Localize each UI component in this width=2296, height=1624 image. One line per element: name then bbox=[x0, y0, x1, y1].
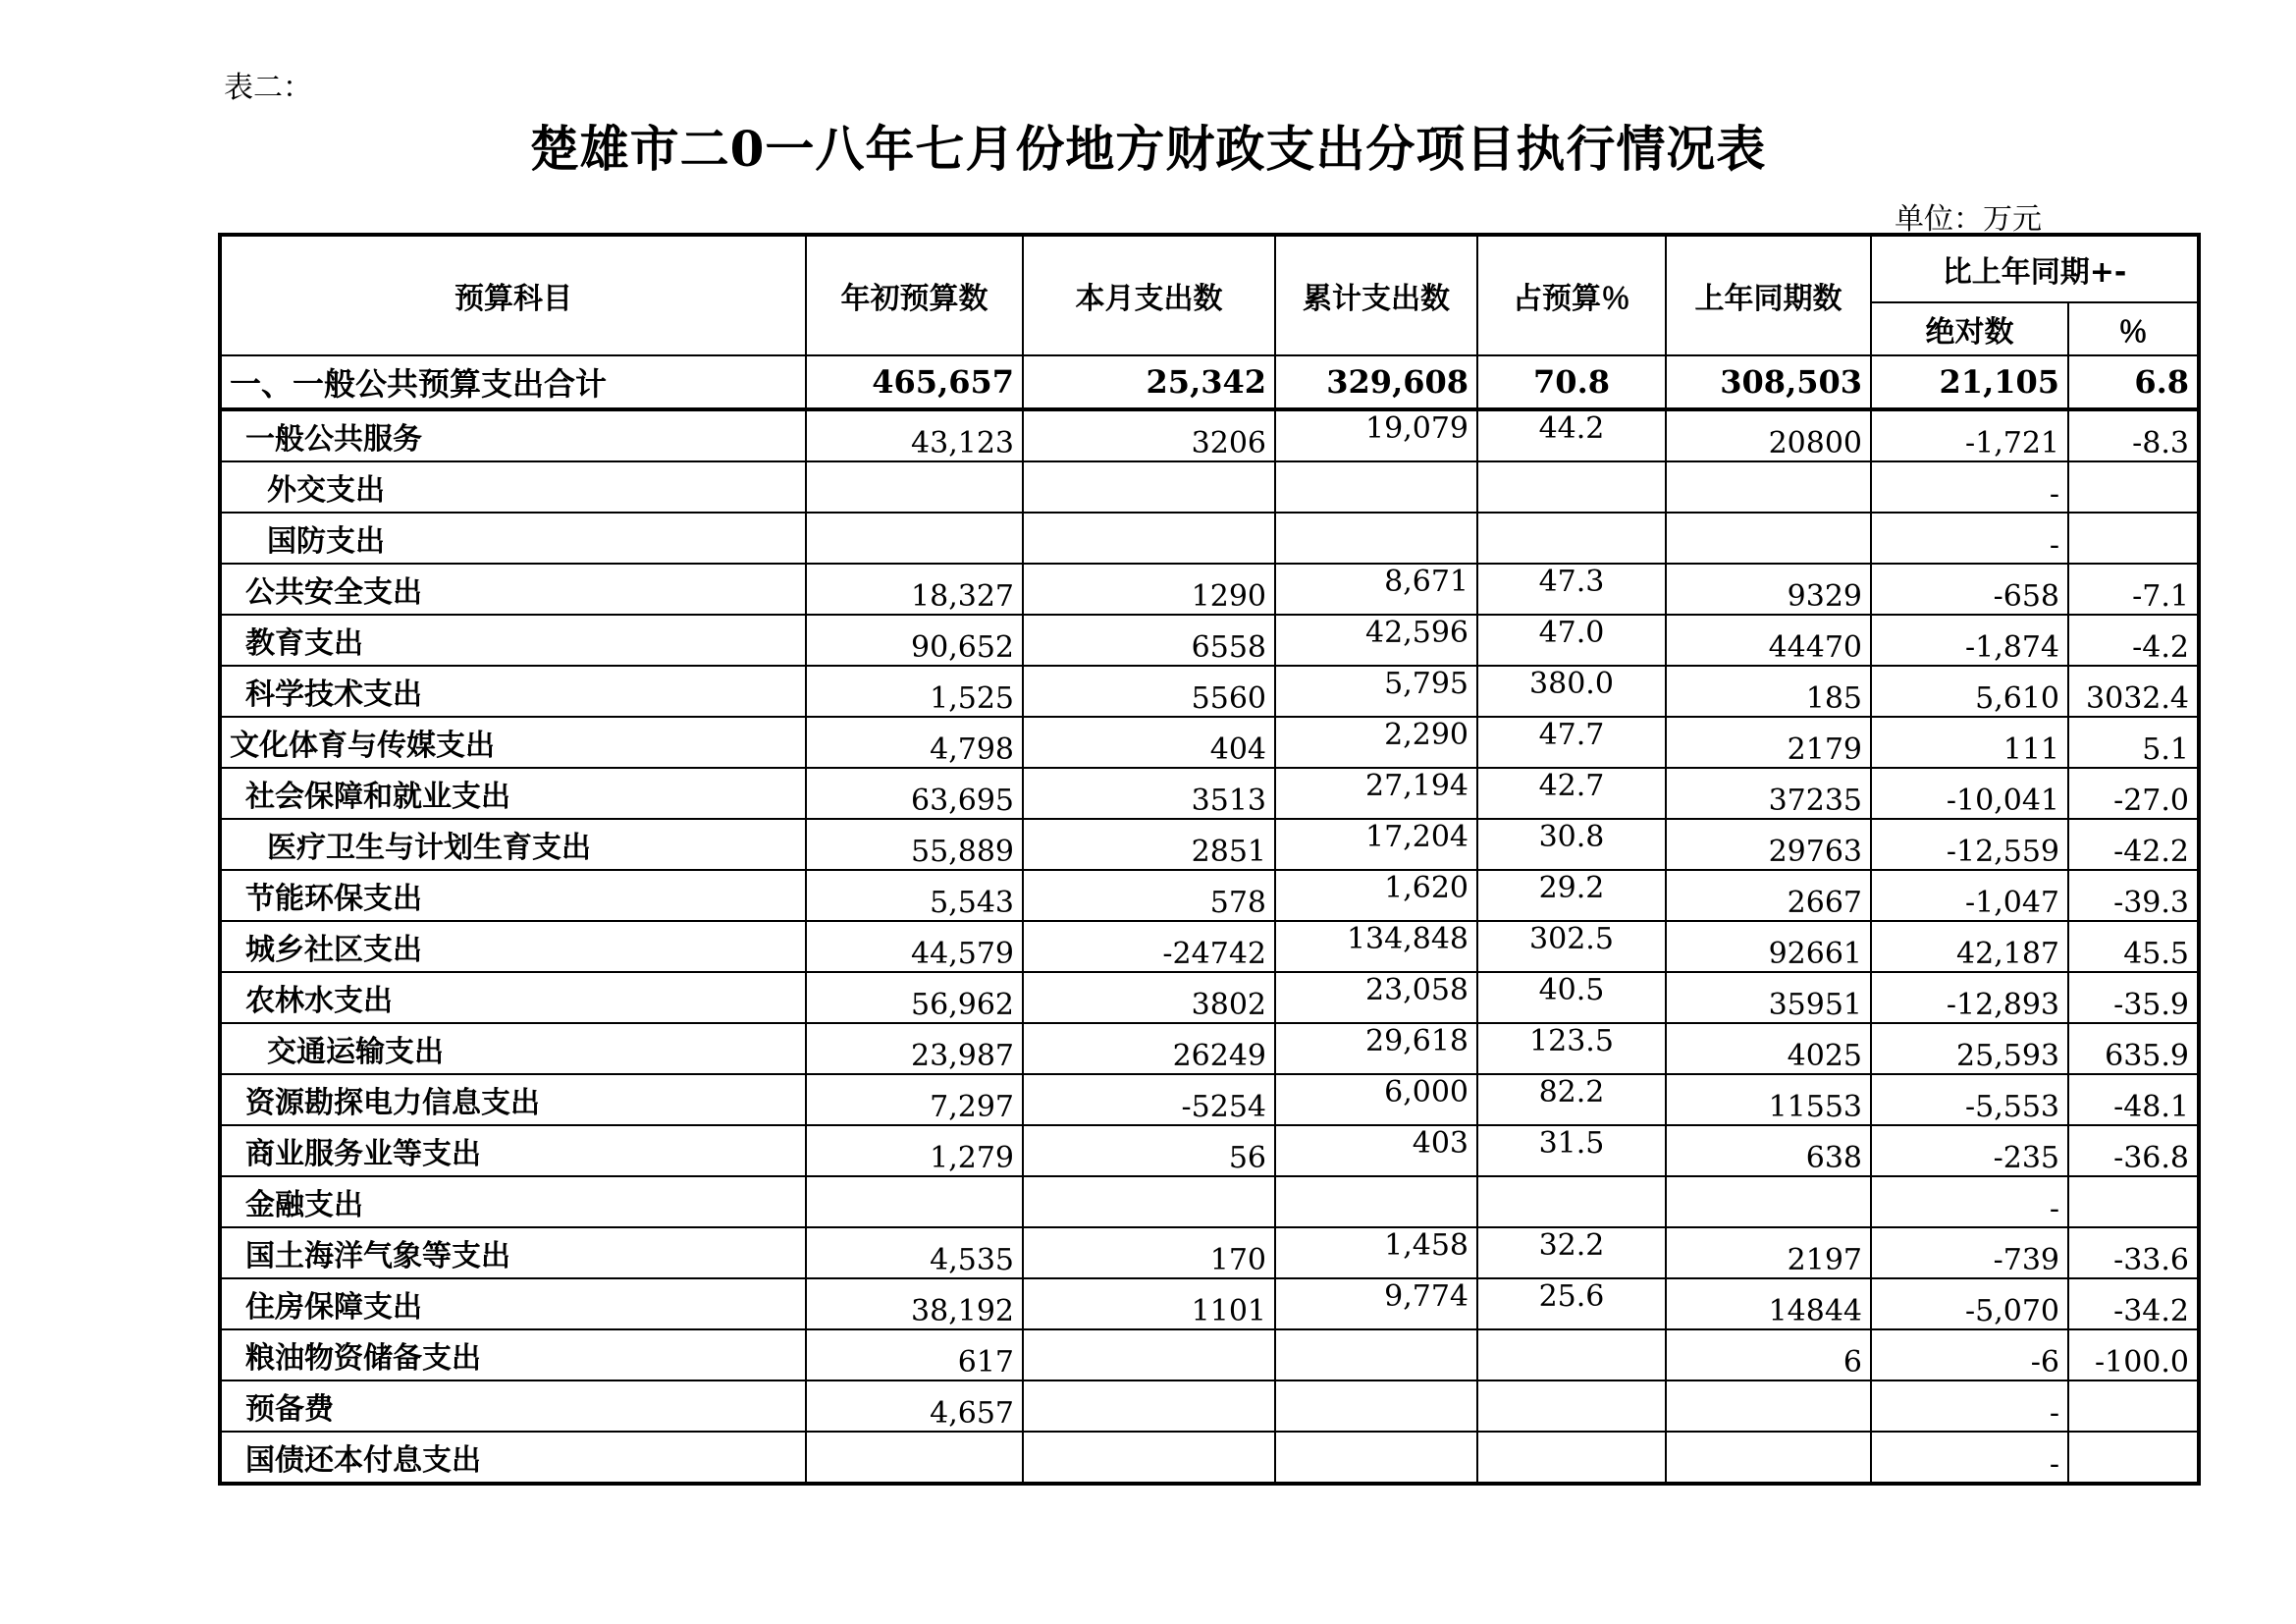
cell-cumulative: 8,671 bbox=[1275, 564, 1477, 615]
table-row bbox=[220, 717, 2199, 768]
cell-budget: 1,525 bbox=[806, 666, 1023, 717]
cell-budget: 63,695 bbox=[806, 768, 1023, 819]
cell-cumulative: 42,596 bbox=[1275, 615, 1477, 666]
cell-month: 25,342 bbox=[1023, 355, 1275, 409]
cell-last-year bbox=[1666, 1176, 1871, 1227]
header-last-year: 上年同期数 bbox=[1666, 235, 1871, 355]
cell-cumulative: 1,620 bbox=[1275, 870, 1477, 921]
cell-cumulative: 1,458 bbox=[1275, 1227, 1477, 1278]
cell-percent: 45.5 bbox=[2068, 921, 2199, 972]
cell-budget bbox=[806, 461, 1023, 513]
cell-month: 6558 bbox=[1023, 615, 1275, 666]
cell-last-year: 14844 bbox=[1666, 1278, 1871, 1329]
cell-ratio: 31.5 bbox=[1477, 1125, 1666, 1176]
cell-last-year: 35951 bbox=[1666, 972, 1871, 1023]
cell-cumulative: 17,204 bbox=[1275, 819, 1477, 870]
cell-ratio bbox=[1477, 1176, 1666, 1227]
cell-last-year: 4025 bbox=[1666, 1023, 1871, 1074]
cell-absolute: -658 bbox=[1871, 564, 2068, 615]
page-title: 楚雄市二0一八年七月份地方财政支出分项目执行情况表 bbox=[529, 120, 1767, 178]
cell-month: 1290 bbox=[1023, 564, 1275, 615]
cell-budget bbox=[806, 1432, 1023, 1484]
cell-cumulative bbox=[1275, 1329, 1477, 1380]
cell-cumulative: 6,000 bbox=[1275, 1074, 1477, 1125]
cell-last-year: 37235 bbox=[1666, 768, 1871, 819]
cell-last-year: 9329 bbox=[1666, 564, 1871, 615]
cell-subject: 粮油物资储备支出 bbox=[220, 1329, 806, 1380]
table-row bbox=[220, 666, 2199, 717]
cell-budget: 38,192 bbox=[806, 1278, 1023, 1329]
table-row bbox=[220, 870, 2199, 921]
table-row bbox=[220, 921, 2199, 972]
cell-absolute: - bbox=[1871, 1380, 2068, 1432]
cell-percent bbox=[2068, 513, 2199, 564]
cell-percent: -34.2 bbox=[2068, 1278, 2199, 1329]
cell-subject: 一般公共服务 bbox=[220, 409, 806, 461]
cell-last-year bbox=[1666, 1380, 1871, 1432]
cell-percent: 3032.4 bbox=[2068, 666, 2199, 717]
cell-ratio: 70.8 bbox=[1477, 355, 1666, 409]
cell-percent: 6.8 bbox=[2068, 355, 2199, 409]
cell-absolute: -739 bbox=[1871, 1227, 2068, 1278]
cell-subject: 国土海洋气象等支出 bbox=[220, 1227, 806, 1278]
cell-ratio: 29.2 bbox=[1477, 870, 1666, 921]
cell-month: -5254 bbox=[1023, 1074, 1275, 1125]
cell-percent: -42.2 bbox=[2068, 819, 2199, 870]
cell-ratio bbox=[1477, 513, 1666, 564]
cell-percent bbox=[2068, 1380, 2199, 1432]
cell-budget: 1,279 bbox=[806, 1125, 1023, 1176]
cell-month: 3513 bbox=[1023, 768, 1275, 819]
table-row bbox=[220, 972, 2199, 1023]
cell-budget: 465,657 bbox=[806, 355, 1023, 409]
cell-subject: 金融支出 bbox=[220, 1176, 806, 1227]
cell-budget: 90,652 bbox=[806, 615, 1023, 666]
cell-percent: -33.6 bbox=[2068, 1227, 2199, 1278]
cell-absolute: 5,610 bbox=[1871, 666, 2068, 717]
cell-last-year: 11553 bbox=[1666, 1074, 1871, 1125]
cell-absolute: -12,559 bbox=[1871, 819, 2068, 870]
cell-percent: -39.3 bbox=[2068, 870, 2199, 921]
cell-cumulative: 19,079 bbox=[1275, 409, 1477, 461]
table-row bbox=[220, 1278, 2199, 1329]
cell-absolute: 111 bbox=[1871, 717, 2068, 768]
header-absolute: 绝对数 bbox=[1871, 302, 2068, 355]
cell-ratio bbox=[1477, 1432, 1666, 1484]
cell-subject: 科学技术支出 bbox=[220, 666, 806, 717]
cell-ratio: 302.5 bbox=[1477, 921, 1666, 972]
cell-month bbox=[1023, 1329, 1275, 1380]
cell-absolute: 42,187 bbox=[1871, 921, 2068, 972]
cell-month: -24742 bbox=[1023, 921, 1275, 972]
cell-percent: -36.8 bbox=[2068, 1125, 2199, 1176]
cell-subject: 预备费 bbox=[220, 1380, 806, 1432]
cell-subject: 节能环保支出 bbox=[220, 870, 806, 921]
cell-month: 5560 bbox=[1023, 666, 1275, 717]
cell-ratio: 47.3 bbox=[1477, 564, 1666, 615]
cell-budget: 4,657 bbox=[806, 1380, 1023, 1432]
header-cumulative: 累计支出数 bbox=[1275, 235, 1477, 355]
cell-budget: 5,543 bbox=[806, 870, 1023, 921]
cell-ratio: 42.7 bbox=[1477, 768, 1666, 819]
cell-budget: 4,535 bbox=[806, 1227, 1023, 1278]
table-row bbox=[220, 1329, 2199, 1380]
table-label: 表二： bbox=[224, 71, 312, 105]
cell-absolute: 25,593 bbox=[1871, 1023, 2068, 1074]
cell-absolute: -12,893 bbox=[1871, 972, 2068, 1023]
cell-ratio bbox=[1477, 461, 1666, 513]
table-row bbox=[220, 461, 2199, 513]
cell-month bbox=[1023, 461, 1275, 513]
table-row bbox=[220, 819, 2199, 870]
cell-subject: 社会保障和就业支出 bbox=[220, 768, 806, 819]
cell-cumulative bbox=[1275, 1380, 1477, 1432]
cell-cumulative: 134,848 bbox=[1275, 921, 1477, 972]
table-row bbox=[220, 615, 2199, 666]
cell-month: 578 bbox=[1023, 870, 1275, 921]
cell-ratio bbox=[1477, 1329, 1666, 1380]
cell-cumulative bbox=[1275, 1176, 1477, 1227]
cell-subject: 文化体育与传媒支出 bbox=[220, 717, 806, 768]
cell-percent: 635.9 bbox=[2068, 1023, 2199, 1074]
cell-absolute: 21,105 bbox=[1871, 355, 2068, 409]
cell-cumulative: 9,774 bbox=[1275, 1278, 1477, 1329]
cell-absolute: - bbox=[1871, 1432, 2068, 1484]
cell-percent: -100.0 bbox=[2068, 1329, 2199, 1380]
cell-subject: 一、一般公共预算支出合计 bbox=[220, 355, 806, 409]
cell-absolute: -5,070 bbox=[1871, 1278, 2068, 1329]
cell-ratio: 123.5 bbox=[1477, 1023, 1666, 1074]
cell-cumulative: 329,608 bbox=[1275, 355, 1477, 409]
cell-percent bbox=[2068, 1432, 2199, 1484]
cell-cumulative: 5,795 bbox=[1275, 666, 1477, 717]
cell-absolute: -1,047 bbox=[1871, 870, 2068, 921]
cell-month bbox=[1023, 1432, 1275, 1484]
table-row bbox=[220, 768, 2199, 819]
cell-ratio: 40.5 bbox=[1477, 972, 1666, 1023]
cell-last-year: 29763 bbox=[1666, 819, 1871, 870]
cell-cumulative: 2,290 bbox=[1275, 717, 1477, 768]
header-compare: 比上年同期+- bbox=[1871, 235, 2199, 302]
cell-budget: 18,327 bbox=[806, 564, 1023, 615]
cell-ratio bbox=[1477, 1380, 1666, 1432]
cell-cumulative: 29,618 bbox=[1275, 1023, 1477, 1074]
cell-subject: 公共安全支出 bbox=[220, 564, 806, 615]
cell-subject: 国债还本付息支出 bbox=[220, 1432, 806, 1484]
cell-month bbox=[1023, 513, 1275, 564]
cell-subject: 国防支出 bbox=[220, 513, 806, 564]
cell-absolute: -1,721 bbox=[1871, 409, 2068, 461]
cell-percent: 5.1 bbox=[2068, 717, 2199, 768]
cell-subject: 外交支出 bbox=[220, 461, 806, 513]
cell-percent: -7.1 bbox=[2068, 564, 2199, 615]
cell-absolute: - bbox=[1871, 1176, 2068, 1227]
cell-subject: 商业服务业等支出 bbox=[220, 1125, 806, 1176]
cell-budget bbox=[806, 1176, 1023, 1227]
cell-budget: 55,889 bbox=[806, 819, 1023, 870]
cell-last-year: 638 bbox=[1666, 1125, 1871, 1176]
header-budget: 年初预算数 bbox=[806, 235, 1023, 355]
cell-month: 26249 bbox=[1023, 1023, 1275, 1074]
cell-percent bbox=[2068, 1176, 2199, 1227]
cell-absolute: -10,041 bbox=[1871, 768, 2068, 819]
cell-last-year: 185 bbox=[1666, 666, 1871, 717]
cell-subject: 资源勘探电力信息支出 bbox=[220, 1074, 806, 1125]
cell-subject: 城乡社区支出 bbox=[220, 921, 806, 972]
cell-month: 3802 bbox=[1023, 972, 1275, 1023]
cell-budget: 23,987 bbox=[806, 1023, 1023, 1074]
cell-last-year bbox=[1666, 1432, 1871, 1484]
cell-cumulative bbox=[1275, 1432, 1477, 1484]
cell-absolute: - bbox=[1871, 513, 2068, 564]
cell-percent: -48.1 bbox=[2068, 1074, 2199, 1125]
cell-month bbox=[1023, 1176, 1275, 1227]
cell-subject: 医疗卫生与计划生育支出 bbox=[220, 819, 806, 870]
table-body bbox=[220, 355, 2199, 1484]
cell-absolute: -1,874 bbox=[1871, 615, 2068, 666]
cell-subject: 农林水支出 bbox=[220, 972, 806, 1023]
cell-last-year: 44470 bbox=[1666, 615, 1871, 666]
cell-ratio: 25.6 bbox=[1477, 1278, 1666, 1329]
table-row bbox=[220, 1380, 2199, 1432]
table-row bbox=[220, 1227, 2199, 1278]
table-row bbox=[220, 1432, 2199, 1484]
header-ratio: 占预算％ bbox=[1477, 235, 1666, 355]
cell-ratio: 44.2 bbox=[1477, 409, 1666, 461]
cell-subject: 交通运输支出 bbox=[220, 1023, 806, 1074]
cell-budget: 43,123 bbox=[806, 409, 1023, 461]
cell-ratio: 82.2 bbox=[1477, 1074, 1666, 1125]
cell-cumulative: 27,194 bbox=[1275, 768, 1477, 819]
header-subject: 预算科目 bbox=[220, 235, 806, 355]
cell-month: 3206 bbox=[1023, 409, 1275, 461]
cell-percent bbox=[2068, 461, 2199, 513]
cell-absolute: -5,553 bbox=[1871, 1074, 2068, 1125]
cell-month bbox=[1023, 1380, 1275, 1432]
cell-absolute: -6 bbox=[1871, 1329, 2068, 1380]
cell-percent: -8.3 bbox=[2068, 409, 2199, 461]
cell-percent: -4.2 bbox=[2068, 615, 2199, 666]
cell-ratio: 47.7 bbox=[1477, 717, 1666, 768]
cell-ratio: 32.2 bbox=[1477, 1227, 1666, 1278]
cell-budget: 7,297 bbox=[806, 1074, 1023, 1125]
cell-subject: 住房保障支出 bbox=[220, 1278, 806, 1329]
cell-budget: 4,798 bbox=[806, 717, 1023, 768]
expenditure-table bbox=[218, 233, 2201, 1486]
cell-budget: 44,579 bbox=[806, 921, 1023, 972]
header-month: 本月支出数 bbox=[1023, 235, 1275, 355]
cell-budget bbox=[806, 513, 1023, 564]
cell-cumulative bbox=[1275, 461, 1477, 513]
table-row-total bbox=[220, 355, 2199, 409]
cell-ratio: 380.0 bbox=[1477, 666, 1666, 717]
cell-month: 56 bbox=[1023, 1125, 1275, 1176]
cell-last-year: 308,503 bbox=[1666, 355, 1871, 409]
cell-last-year: 92661 bbox=[1666, 921, 1871, 972]
table-row bbox=[220, 1074, 2199, 1125]
cell-absolute: -235 bbox=[1871, 1125, 2068, 1176]
cell-last-year: 2179 bbox=[1666, 717, 1871, 768]
cell-subject: 教育支出 bbox=[220, 615, 806, 666]
unit-label: 单位：万元 bbox=[1895, 202, 2042, 237]
cell-cumulative bbox=[1275, 513, 1477, 564]
cell-last-year bbox=[1666, 461, 1871, 513]
cell-absolute: - bbox=[1871, 461, 2068, 513]
cell-month: 2851 bbox=[1023, 819, 1275, 870]
table-row bbox=[220, 564, 2199, 615]
cell-month: 1101 bbox=[1023, 1278, 1275, 1329]
cell-budget: 56,962 bbox=[806, 972, 1023, 1023]
cell-ratio: 30.8 bbox=[1477, 819, 1666, 870]
table-row bbox=[220, 513, 2199, 564]
cell-month: 170 bbox=[1023, 1227, 1275, 1278]
table-row bbox=[220, 409, 2199, 461]
cell-cumulative: 403 bbox=[1275, 1125, 1477, 1176]
cell-last-year: 2667 bbox=[1666, 870, 1871, 921]
table-row bbox=[220, 1023, 2199, 1074]
cell-percent: -27.0 bbox=[2068, 768, 2199, 819]
cell-cumulative: 23,058 bbox=[1275, 972, 1477, 1023]
table-row bbox=[220, 1125, 2199, 1176]
table-row bbox=[220, 1176, 2199, 1227]
cell-last-year: 20800 bbox=[1666, 409, 1871, 461]
cell-budget: 617 bbox=[806, 1329, 1023, 1380]
cell-month: 404 bbox=[1023, 717, 1275, 768]
cell-percent: -35.9 bbox=[2068, 972, 2199, 1023]
cell-last-year bbox=[1666, 513, 1871, 564]
header-percent: ％ bbox=[2068, 302, 2199, 355]
cell-last-year: 6 bbox=[1666, 1329, 1871, 1380]
cell-last-year: 2197 bbox=[1666, 1227, 1871, 1278]
cell-ratio: 47.0 bbox=[1477, 615, 1666, 666]
